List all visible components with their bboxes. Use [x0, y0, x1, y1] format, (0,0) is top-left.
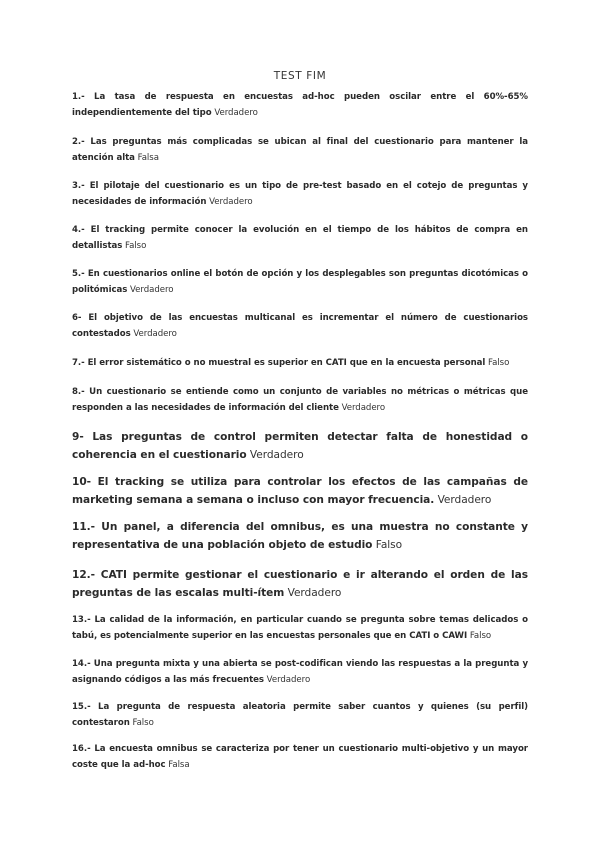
question-item	[72, 428, 528, 464]
question-item	[72, 384, 528, 416]
question-answer: Falso	[375, 539, 403, 551]
question-item	[72, 741, 528, 773]
question-text: 11.- Un panel, a diferencia del omnibus, es una muestra no constante y representativa de una población objeto de estudio	[72, 521, 528, 551]
question-answer: Falsa	[137, 153, 159, 163]
question-item	[72, 699, 528, 731]
question-text: 14.- Una pregunta mixta y una abierta se post-codifican viendo las respuestas a la pregunta y asignando códigos a las más frecuentes	[72, 659, 528, 685]
question-item	[72, 222, 528, 254]
question-answer: Verdadero	[249, 449, 304, 461]
question-answer: Falso	[125, 241, 147, 251]
question-item	[72, 473, 528, 509]
question-answer: Verdadero	[287, 587, 342, 599]
question-answer: Verdadero	[130, 285, 174, 295]
question-text: 2.- Las preguntas más complicadas se ubican al final del cuestionario para mantener la atención alta	[72, 137, 528, 163]
question-item	[72, 134, 528, 166]
question-item	[72, 89, 528, 121]
question-answer: Falsa	[168, 760, 190, 770]
question-text: 7.- El error sistemático o no muestral es superior en CATI que en la encuesta personal	[72, 358, 486, 368]
question-answer: Verdadero	[209, 197, 253, 207]
question-item	[72, 178, 528, 210]
question-text: 15.- La pregunta de respuesta aleatoria permite saber cuantos y quienes (su perfil) contestaron	[72, 702, 528, 728]
question-item	[72, 355, 528, 371]
question-item	[72, 518, 528, 554]
question-item	[72, 612, 528, 644]
document-title: TEST FIM	[273, 70, 327, 82]
question-item	[72, 266, 528, 298]
question-text: 16.- La encuesta omnibus se caracteriza por tener un cuestionario multi-objetivo y un mayor coste que la ad-hoc	[72, 744, 528, 770]
question-text: 4.- El tracking permite conocer la evolución en el tiempo de los hábitos de compra en detallistas	[72, 225, 528, 251]
question-answer: Verdadero	[133, 329, 177, 339]
question-text: 10- El tracking se utiliza para controlar los efectos de las campañas de marketing semana a semana o incluso con mayor frecuencia.	[72, 476, 528, 506]
question-text: 12.- CATI permite gestionar el cuestionario e ir alterando el orden de las preguntas de las escalas multi-ítem	[72, 569, 528, 599]
question-item	[72, 566, 528, 602]
question-answer: Verdadero	[341, 403, 386, 413]
question-text: 8.- Un cuestionario se entiende como un conjunto de variables no métricas o métricas que responden a las necesidades de información del cliente	[72, 387, 528, 413]
question-item	[72, 310, 528, 342]
question-answer: Verdadero	[266, 675, 311, 685]
question-answer: Falso	[132, 718, 154, 728]
question-text: 3.- El pilotaje del cuestionario es un tipo de pre-test basado en el cotejo de preguntas y necesidades de información	[72, 181, 528, 207]
question-answer: Verdadero	[437, 494, 492, 506]
question-text: 6- El objetivo de las encuestas multicanal es incrementar el número de cuestionarios contestados	[72, 313, 528, 339]
question-item	[72, 656, 528, 688]
question-text: 5.- En cuestionarios online el botón de opción y los desplegables son preguntas dicotómicas o politómicas	[72, 269, 528, 295]
question-answer: Falso	[487, 358, 510, 368]
question-text: 13.- La calidad de la información, en particular cuando se pregunta sobre temas delicados o tabú, es potencialmente superior en las encuestas personales que en CATI o CAWI	[72, 615, 528, 641]
question-answer: Verdadero	[214, 108, 258, 118]
question-answer: Falso	[469, 631, 492, 641]
question-text: 9- Las preguntas de control permiten detectar falta de honestidad o coherencia en el cuestionario	[72, 431, 528, 461]
question-text: 1.- La tasa de respuesta en encuestas ad-hoc pueden oscilar entre el 60%-65% independientemente del tipo	[72, 92, 528, 118]
